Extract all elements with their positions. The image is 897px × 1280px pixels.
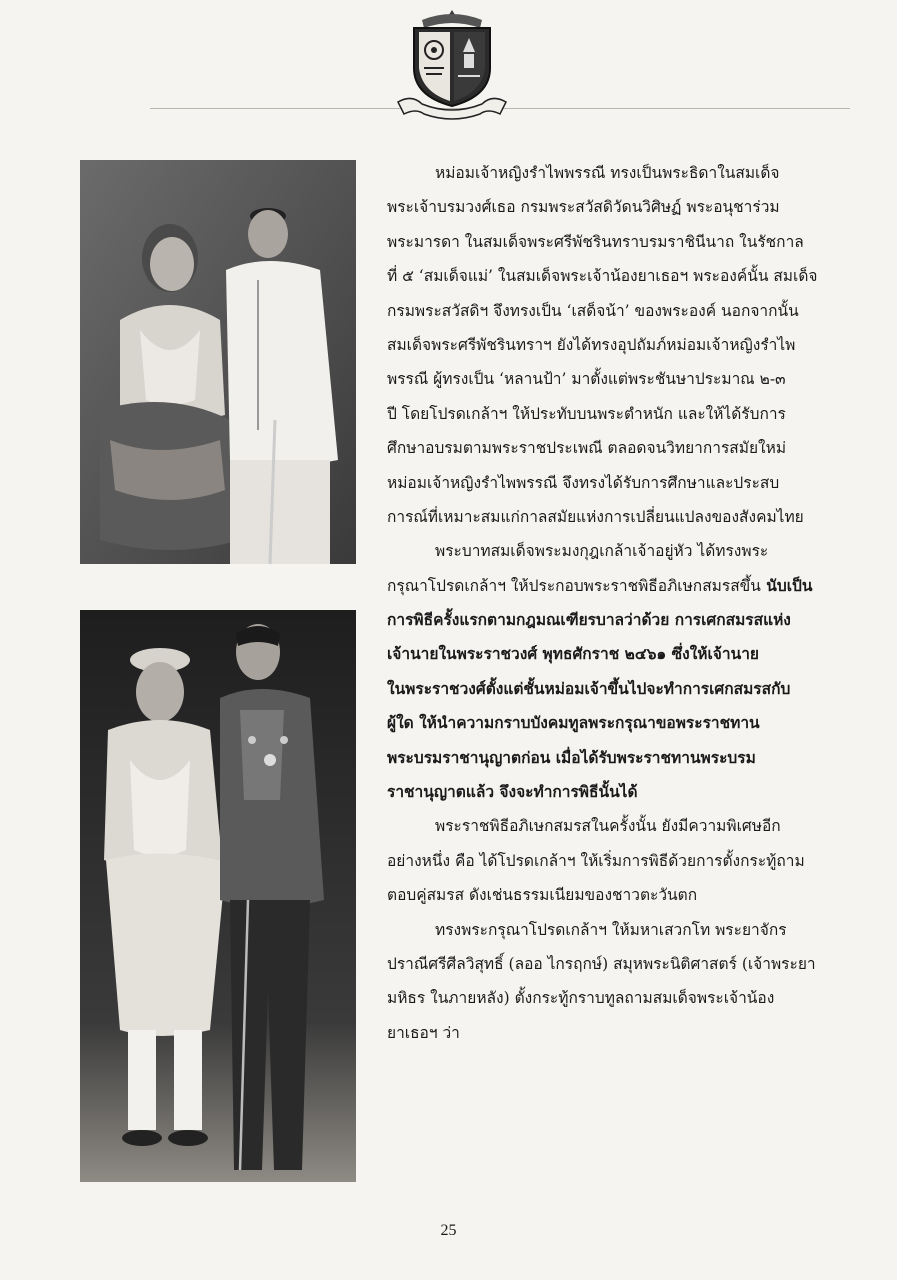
text-line: เจ้านายในพระราชวงศ์ พุทธศักราช ๒๔๖๑ ซึ่งให้เจ้านาย bbox=[387, 644, 759, 664]
text-line: หม่อมเจ้าหญิงรำไพพรรณี ทรงเป็นพระธิดาในสมเด็จ bbox=[435, 164, 780, 182]
text-line: ที่ ๕ ‘สมเด็จแม่’ ในสมเด็จพระเจ้าน้องยาเธอฯ พระองค์นั้น สมเด็จ bbox=[387, 267, 818, 286]
text-line: ศึกษาอบรมตามพระราชประเพณี ตลอดจนวิทยาการสมัยใหม่ bbox=[387, 439, 787, 458]
paragraph-2 bbox=[387, 534, 835, 603]
page-number: 25 bbox=[440, 1222, 457, 1239]
text-segment: กรุณาโปรดเกล้าฯ ให้ประกอบพระราชพิธีอภิเษกสมรสขึ้น bbox=[387, 576, 761, 595]
paragraph-3-bold bbox=[387, 603, 835, 809]
text-line: อย่างหนึ่ง คือ ได้โปรดเกล้าฯ ให้เริ่มการพิธีด้วยการตั้งกระทู้ถาม bbox=[387, 851, 805, 870]
royal-couple-photo-top bbox=[80, 160, 356, 564]
text-line: พระราชพิธีอภิเษกสมรสในครั้งนั้น ยังมีความพิเศษอีก bbox=[435, 817, 781, 836]
text-line: ยาเธอฯ ว่า bbox=[387, 1023, 460, 1042]
text-line: พระบรมราชานุญาตก่อน เมื่อได้รับพระราชทานพระบรม bbox=[387, 747, 756, 767]
text-line: ราชานุญาตแล้ว จึงจะทำการพิธีนั้นได้ bbox=[387, 782, 638, 802]
text-line: พระเจ้าบรมวงศ์เธอ กรมพระสวัสดิวัดนวิศิษฏ์ พระอนุชาร่วม bbox=[387, 198, 780, 217]
text-line: หม่อมเจ้าหญิงรำไพพรรณี จึงทรงได้รับการศึกษาและประสบ bbox=[387, 473, 780, 492]
body-text bbox=[387, 156, 835, 1050]
paragraph-4 bbox=[387, 809, 835, 912]
paragraph-1 bbox=[387, 156, 835, 534]
text-line: มหิธร ในภายหลัง) ตั้งกระทู้กราบทูลถามสมเด็จพระเจ้าน้อง bbox=[387, 989, 775, 1008]
royal-couple-photo-bottom bbox=[80, 610, 356, 1182]
text-line: พระบาทสมเด็จพระมงกุฎเกล้าเจ้าอยู่หัว ได้ทรงพระ bbox=[435, 542, 769, 561]
foundation-crest-logo bbox=[392, 6, 512, 124]
text-line: ในพระราชวงศ์ตั้งแต่ชั้นหม่อมเจ้าขึ้นไปจะทำการเศกสมรสกับ bbox=[387, 678, 791, 698]
text-line: ปราณีศรีศีลวิสุทธิ์ (ลออ ไกรฤกษ์) สมุหพระนิติศาสตร์ (เจ้าพระยา bbox=[387, 954, 816, 973]
text-line: พรรณี ผู้ทรงเป็น ‘หลานป้า’ มาตั้งแต่พระชันษาประมาณ ๒-๓ bbox=[387, 370, 786, 389]
text-line: ทรงพระกรุณาโปรดเกล้าฯ ให้มหาเสวกโท พระยาจักร bbox=[435, 920, 787, 939]
text-line: สมเด็จพระศรีพัชรินทราฯ ยังได้ทรงอุปถัมภ์หม่อมเจ้าหญิงรำไพ bbox=[387, 335, 796, 354]
text-line: การพิธีครั้งแรกตามกฎมณเฑียรบาลว่าด้วย การเศกสมรสแห่ง bbox=[387, 610, 791, 630]
bold-text-segment: นับเป็น bbox=[760, 575, 813, 595]
text-line: พระมารดา ในสมเด็จพระศรีพัชรินทราบรมราชินีนาถ ในรัชกาล bbox=[387, 232, 804, 251]
text-line: กรมพระสวัสดิฯ จึงทรงเป็น ‘เสด็จน้า’ ของพระองค์ นอกจากนั้น bbox=[387, 301, 799, 320]
text-line bbox=[387, 569, 835, 603]
paragraph-5 bbox=[387, 913, 835, 1051]
text-line: ตอบคู่สมรส ดังเช่นธรรมเนียมของชาวตะวันตก bbox=[387, 886, 698, 905]
text-line: ปี โดยโปรดเกล้าฯ ให้ประทับบนพระตำหนัก และให้ได้รับการ bbox=[387, 404, 786, 423]
text-line: ผู้ใด ให้นำความกราบบังคมทูลพระกรุณาขอพระราชทาน bbox=[387, 713, 760, 733]
text-line: การณ์ที่เหมาะสมแก่กาลสมัยแห่งการเปลี่ยนแปลงของสังคมไทย bbox=[387, 507, 804, 526]
